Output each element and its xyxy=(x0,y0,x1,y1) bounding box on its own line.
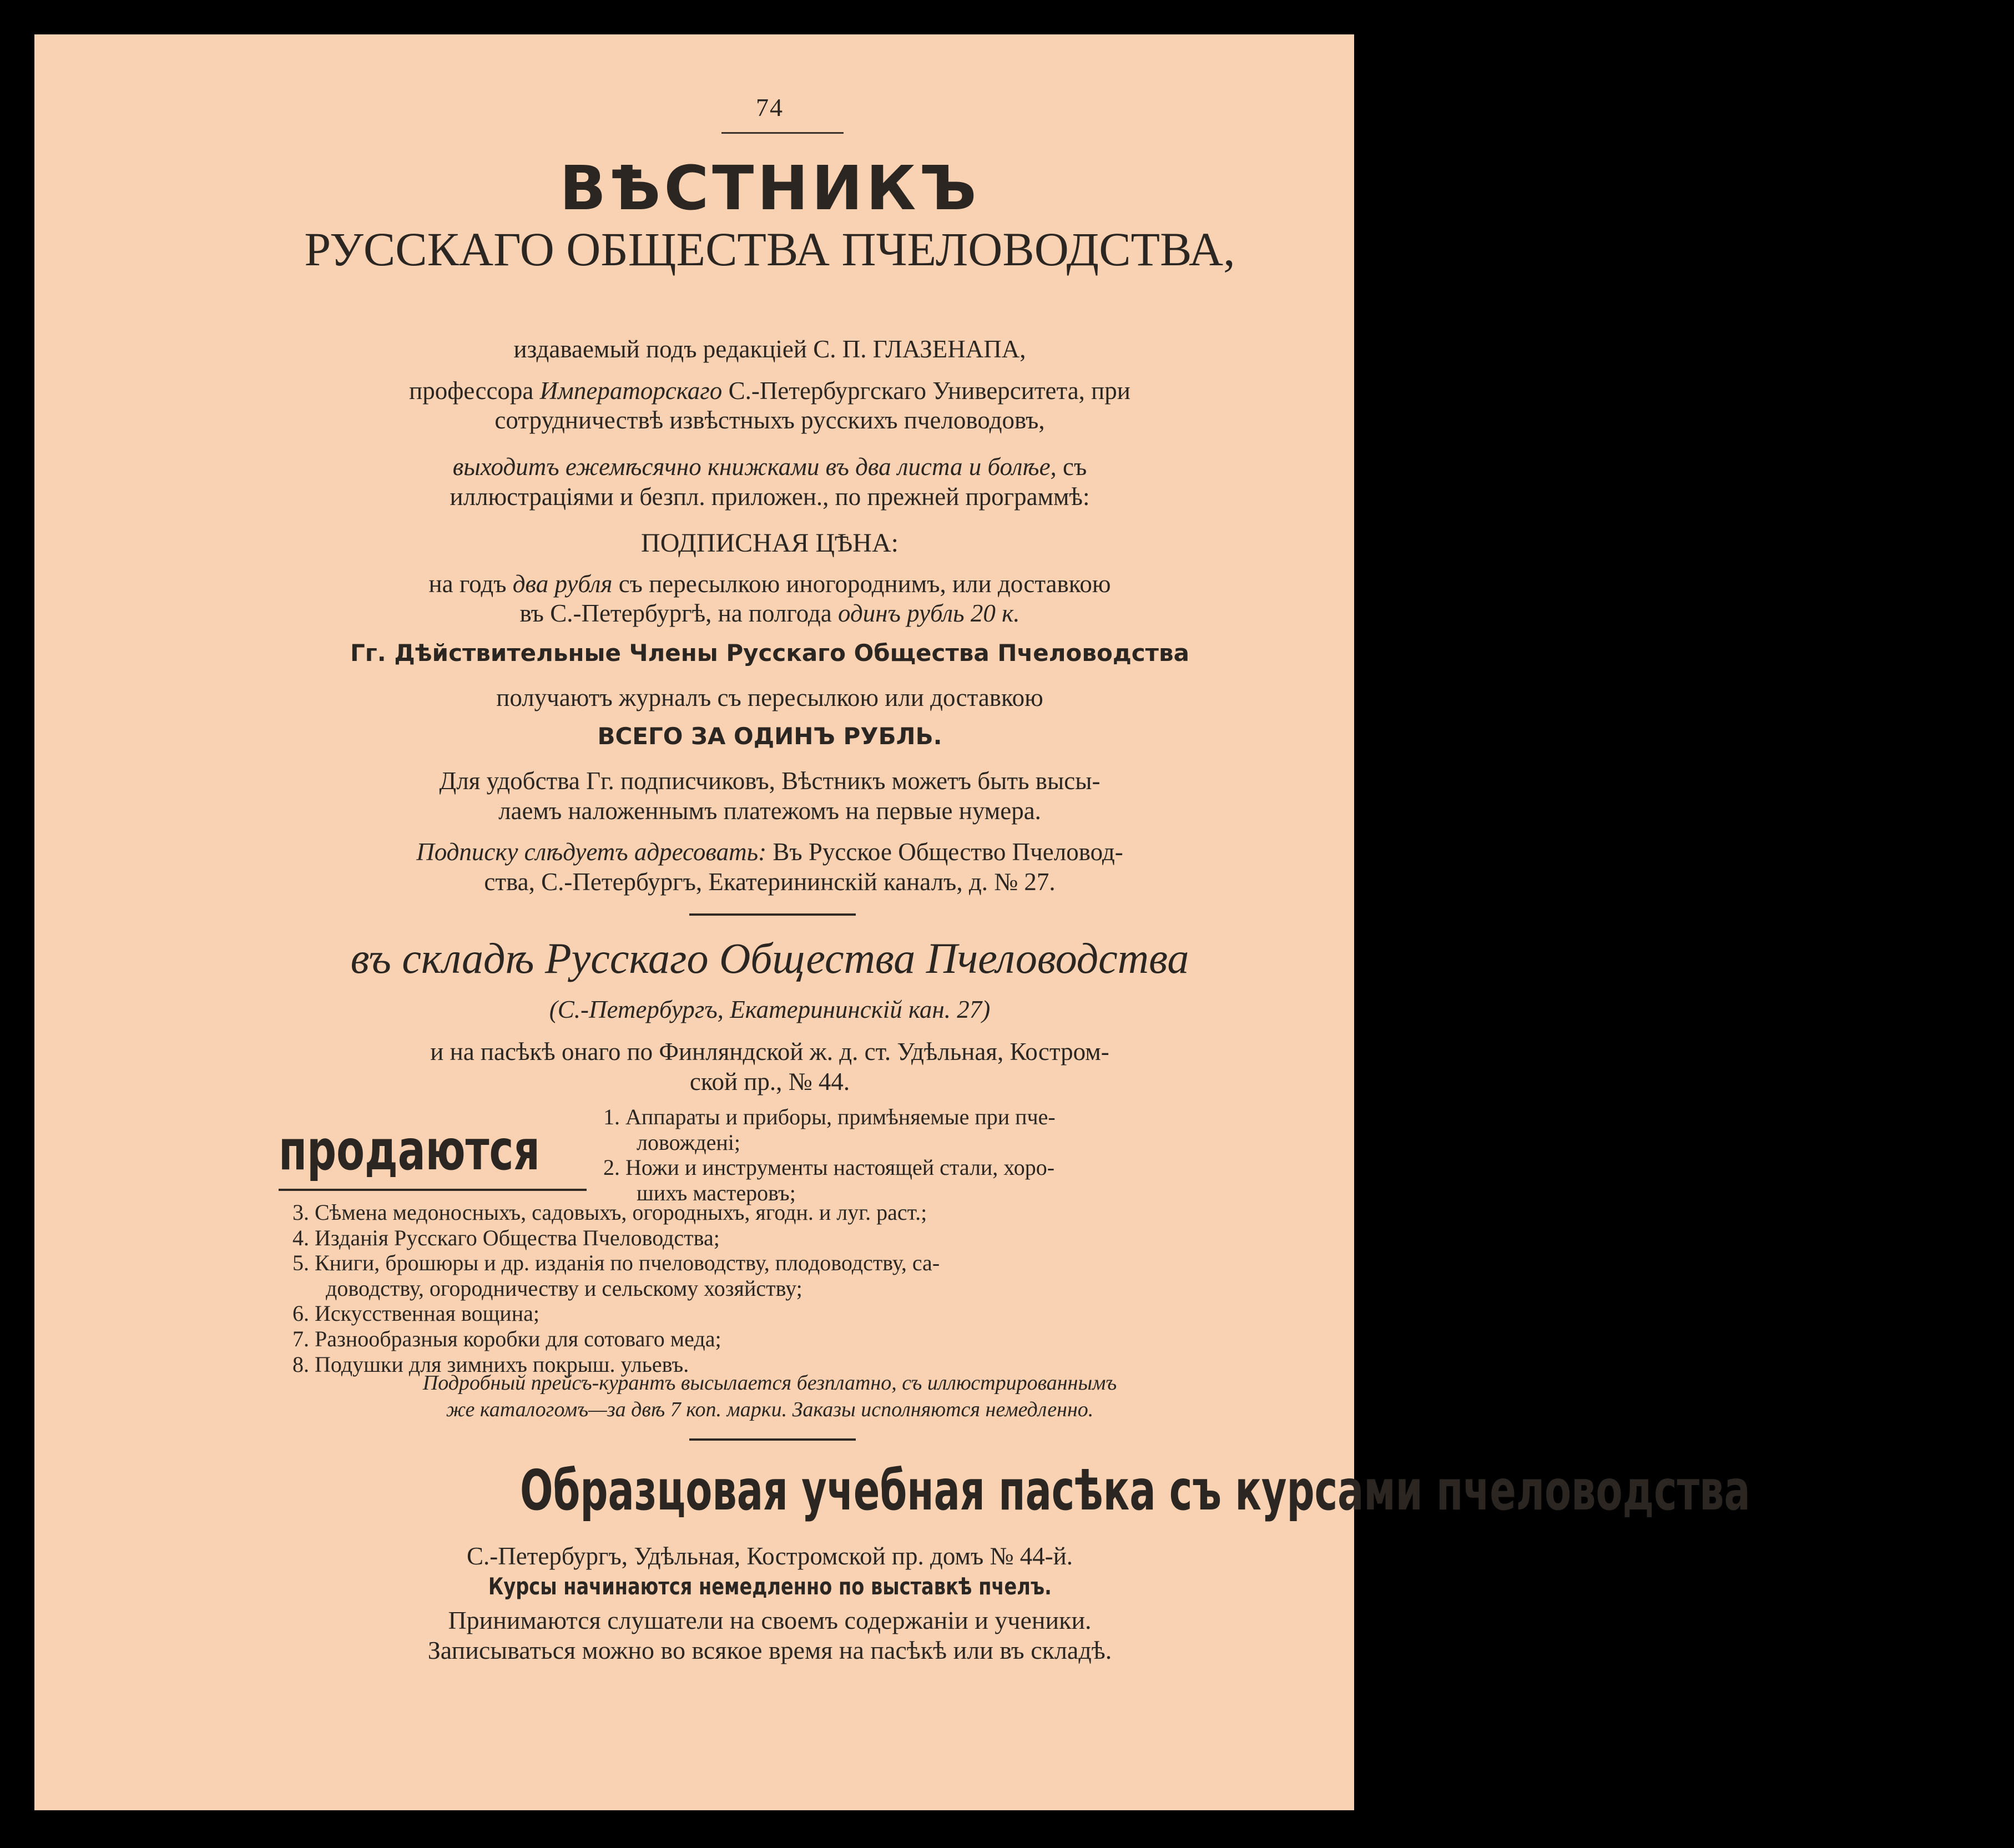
page-number-rule xyxy=(721,132,844,134)
school-address: С.-Петербургъ, Удѣльная, Костромской пр. домъ № 44-й. xyxy=(466,1542,1073,1570)
pricelist-line-2: же каталогомъ—за двѣ 7 коп. марки. Заказы исполняются немедленно. xyxy=(446,1398,1094,1421)
price-year-amount: два рубля xyxy=(512,570,613,598)
professor-suffix: С.-Петербургскаго Университета, при xyxy=(722,377,1130,405)
receive-line: получаютъ журналъ съ пересылкою или доставкою xyxy=(496,684,1043,711)
apiary-line-1: и на пасѣкѣ онаго по Финляндской ж. д. ст. Удѣльная, Костром- xyxy=(430,1038,1109,1066)
address-rest: Въ Русское Общество Пчеловод- xyxy=(766,838,1123,866)
sold-label-rule xyxy=(279,1189,587,1191)
professor-imperial: Императорскаго xyxy=(539,377,723,405)
enroll-line: Записываться можно во всякое время на пасѣкѣ или въ складѣ. xyxy=(427,1636,1112,1664)
list-item: 2. Ножи и инструменты настоящей стали, хоро- xyxy=(603,1155,1055,1180)
list-item: доводству, огородничеству и сельскому хозяйству; xyxy=(326,1275,802,1301)
list-item: 4. Изданія Русскаго Общества Пчеловодства; xyxy=(292,1225,720,1250)
page xyxy=(34,34,1750,1810)
school-title-text: Образцовая учебная пасѣка съ курсами пчеловодства xyxy=(520,1458,1750,1523)
monthly-italic: выходитъ ежемѣсячно книжками въ два листа и болѣе, xyxy=(452,453,1057,481)
list-item: 7. Разнообразныя коробки для сотоваго меда; xyxy=(292,1326,721,1351)
items-right-list xyxy=(603,1104,1056,1205)
list-item: ловождені; xyxy=(637,1129,740,1155)
apiary-line-2: ской пр., № 44. xyxy=(689,1068,850,1095)
price-half-amount: одинъ рубль 20 к. xyxy=(838,599,1020,627)
section-divider-1 xyxy=(689,913,856,916)
list-item: 8. Подушки для зимнихъ покрыш. ульевъ. xyxy=(292,1351,689,1377)
professor-prefix: профессора xyxy=(409,377,540,405)
members-line: Гг. Дѣйствительные Члены Русскаго Общества Пчеловодства xyxy=(350,639,1189,667)
address-line-1 xyxy=(256,837,1283,867)
listeners-line: Принимаются слушатели на своемъ содержаніи и ученики. xyxy=(448,1606,1092,1634)
monthly-suffix: съ xyxy=(1056,453,1087,481)
warehouse-title: въ складѣ Русскаго Общества Пчеловодства xyxy=(350,934,1189,982)
price-year-suffix: съ пересылкою иногороднимъ, или доставкою xyxy=(612,570,1111,598)
illustrations-line: иллюстраціями и безпл. приложен., по прежней программѣ: xyxy=(450,483,1090,511)
list-item: 6. Искусственная вощина; xyxy=(292,1301,539,1326)
school-title xyxy=(256,1458,1750,1523)
one-ruble-line: ВСЕГО ЗА ОДИНЪ РУБЛЬ. xyxy=(597,723,942,750)
courses-line xyxy=(256,1573,1283,1600)
list-item: 3. Сѣмена медоносныхъ, садовыхъ, огородныхъ, ягодн. и луг. раст.; xyxy=(292,1200,927,1225)
address-italic: Подписку слѣдуетъ адресовать: xyxy=(416,838,767,866)
pricelist-line-1: Подробный прейсъ-курантъ высылается безплатно, съ иллюстрированнымъ xyxy=(422,1371,1117,1395)
list-item: 5. Книги, брошюры и др. изданія по пчеловодству, плодоводству, са- xyxy=(292,1250,940,1276)
monthly-line xyxy=(256,452,1283,482)
professor-line xyxy=(256,376,1283,406)
price-year-line xyxy=(256,569,1283,599)
items-full-list xyxy=(292,1200,940,1377)
list-item: шихъ мастеровъ; xyxy=(637,1180,796,1205)
price-year-prefix: на годъ xyxy=(428,570,513,598)
section-divider-2 xyxy=(689,1438,856,1441)
courses-text: Курсы начинаются немедленно по выставкѣ пчелъ. xyxy=(488,1573,1052,1600)
editor-line: издаваемый подъ редакціей С. П. ГЛАЗЕНАПА, xyxy=(513,335,1026,363)
page-number: 74 xyxy=(756,93,784,122)
convenience-line-2: лаемъ наложеннымъ платежомъ на первые нумера. xyxy=(498,797,1041,825)
vestnik-title: ВѢСТНИКЪ xyxy=(559,153,980,224)
price-half-year-line xyxy=(256,598,1283,628)
sold-label: продаются xyxy=(279,1118,540,1183)
list-item: 1. Аппараты и приборы, примѣняемые при пче- xyxy=(603,1104,1056,1129)
address-line-2: ства, С.-Петербургъ, Екатерининскій каналъ, д. № 27. xyxy=(484,868,1056,896)
collaboration-line: сотрудничествѣ извѣстныхъ русскихъ пчеловодовъ, xyxy=(494,406,1045,434)
price-heading: ПОДПИСНАЯ ЦѢНА: xyxy=(641,528,899,558)
vestnik-subtitle: РУССКАГО ОБЩЕСТВА ПЧЕЛОВОДСТВА, xyxy=(304,223,1235,276)
warehouse-location: (С.-Петербургъ, Екатерининскій кан. 27) xyxy=(549,996,991,1023)
price-half-prefix: въ С.-Петербургѣ, на полгода xyxy=(519,599,839,627)
convenience-line-1: Для удобства Гг. подписчиковъ, Вѣстникъ можетъ быть высы- xyxy=(439,767,1101,795)
